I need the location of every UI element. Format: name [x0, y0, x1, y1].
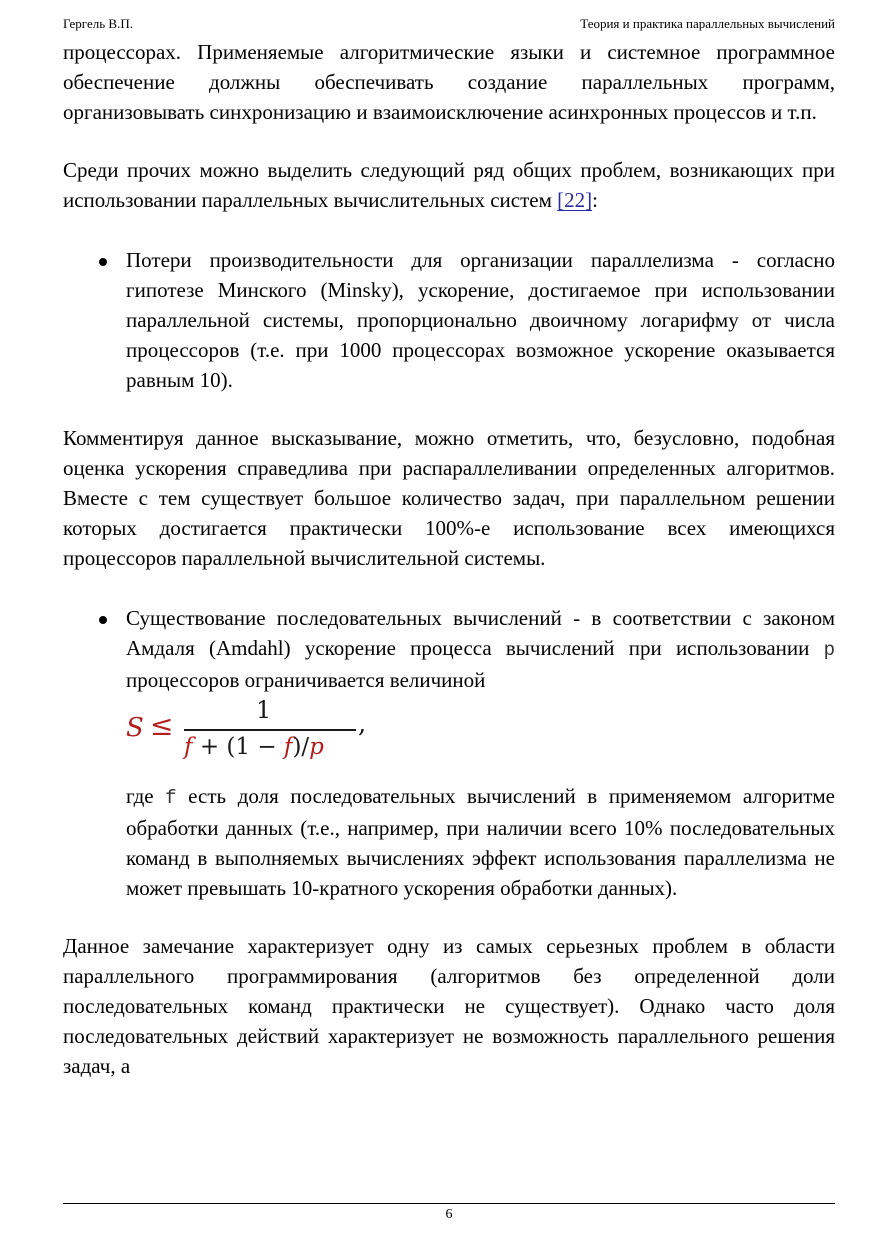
- bullet-list: [63, 603, 835, 903]
- formula-lhs: S: [126, 713, 144, 743]
- citation-link[interactable]: [22]: [557, 188, 593, 212]
- code-variable: p: [823, 639, 835, 661]
- formula-var: f: [184, 734, 193, 760]
- list-item-text: Потери производительности для организации параллелизма - согласно гипотезе Минского (Minsky), ускорение, достигаемое при использовании параллельной системы, пропорционально двоичному логарифму от числа процессоров (т.е. при 1000 процессорах возможное ускорение оказывается равным 10).: [126, 248, 835, 392]
- list-item-explanation: [126, 781, 835, 903]
- amdahl-formula: [126, 696, 835, 773]
- formula-denominator: [184, 732, 324, 762]
- page-number: 6: [445, 1207, 453, 1222]
- fraction-bar: [184, 729, 356, 731]
- running-header: [63, 14, 835, 34]
- formula-op: + (1 −: [192, 734, 284, 760]
- body-text: [63, 37, 835, 1081]
- list-item-text: есть доля последовательных вычислений в применяемом алгоритме обработки данных (т.е., например, при наличии всего 10% последовательных команд в выполняемых вычислениях эффект использования параллелизма не может превышать 10-кратного ускорения обработки данных).: [126, 784, 835, 900]
- formula-comma: ,: [358, 709, 367, 739]
- list-item: [126, 603, 835, 903]
- formula-relation: ≤: [150, 709, 174, 742]
- code-variable: f: [165, 787, 177, 809]
- paragraph: Комментируя данное высказывание, можно отметить, что, безусловно, подобная оценка ускорения справедлива при распараллеливании определенных алгоритмов. Вместе с тем существует большое количество задач, при параллельном решении которых достигается практически 100%-е использование всех имеющихся процессоров параллельной вычислительной системы.: [63, 426, 835, 570]
- bullet-dot-icon: [99, 616, 107, 624]
- paragraph: процессорах. Применяемые алгоритмические языки и системное программное обеспечение должны обеспечивать создание параллельных программ, организовывать синхронизацию и взаимоисключение асинхронных процессов и т.п.: [63, 40, 835, 124]
- paragraph-punctuation: :: [592, 188, 598, 212]
- header-author: Гергель В.П.: [63, 16, 133, 31]
- list-item-text: Существование последовательных вычислений - в соответствии с законом Амдаля (Amdahl) ускорение процесса вычислений при использовании: [126, 606, 835, 660]
- bullet-dot-icon: [99, 258, 107, 266]
- document-page: [63, 0, 835, 1241]
- list-item: [126, 245, 835, 395]
- paragraph: [63, 155, 835, 215]
- list-item-text: где: [126, 784, 166, 808]
- paragraph: Данное замечание характеризует одну из самых серьезных проблем в области параллельного программирования (алгоритмов без определенной доли последовательных команд практически не существует). Однако часто доля последовательных действий характеризует не возможность параллельного решения задач, а: [63, 934, 835, 1078]
- formula-op: )/: [292, 734, 310, 760]
- footer-divider: [63, 1203, 835, 1204]
- bullet-list: [63, 245, 835, 395]
- formula-var: p: [309, 734, 324, 760]
- paragraph-text: Среди прочих можно выделить следующий ряд общих проблем, возникающих при использовании параллельных вычислительных систем: [63, 158, 835, 212]
- list-item-intro: [126, 603, 835, 695]
- header-book-title: Теория и практика параллельных вычислений: [580, 16, 835, 31]
- formula-numerator: 1: [256, 696, 272, 724]
- list-item-text: процессоров ограничивается величиной: [126, 668, 486, 692]
- formula-var: f: [283, 734, 293, 760]
